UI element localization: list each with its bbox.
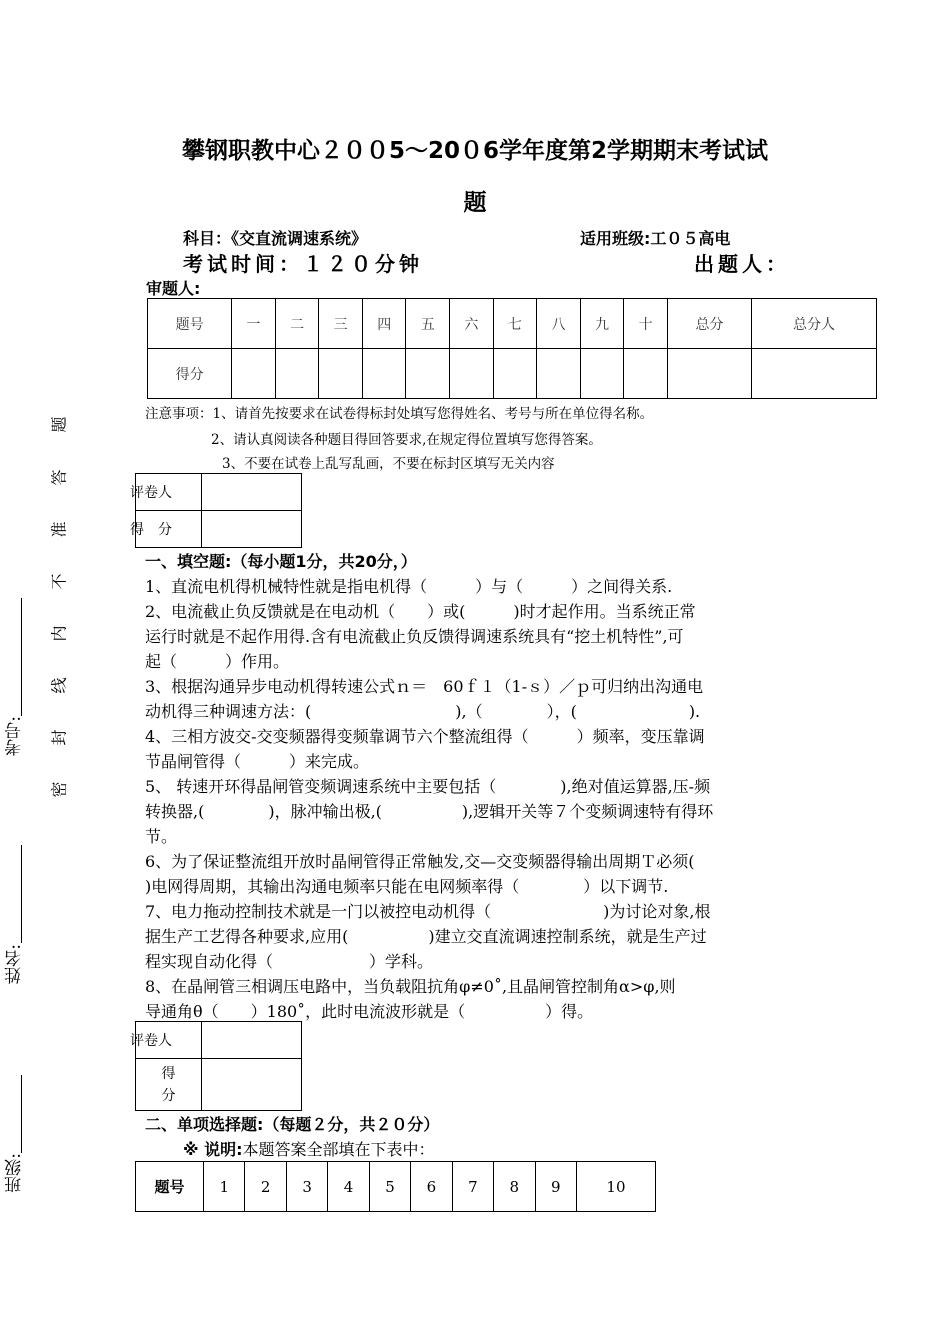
seal-char: 题	[49, 416, 69, 433]
question-line: 起（ ）作用。	[145, 652, 290, 671]
score-label: 得 分	[136, 1059, 202, 1111]
score-table-header-cell: 六	[450, 299, 494, 349]
score-table-header-cell: 九	[580, 299, 624, 349]
section-1-heading: 一、填空题:（每小题1分，共20分，）	[145, 552, 417, 571]
class-applicable-label: 适用班级:工０５高电	[580, 229, 731, 248]
exam-time-label: 考试时间：１２０分钟	[183, 252, 423, 276]
score-cell[interactable]	[450, 349, 494, 399]
section-2-heading: 二、单项选择题:（每题２分，共２０分）	[145, 1115, 440, 1134]
score-cell[interactable]	[667, 349, 751, 399]
subject-label: 科目：《交直流调速系统》	[183, 229, 368, 248]
score-table-header-cell: 总分人	[752, 299, 877, 349]
answer-table	[135, 1161, 656, 1212]
answer-table-row	[136, 1162, 656, 1212]
question-line: 导通角θ（ ）180˚，此时电流波形就是（ ）得。	[145, 1002, 594, 1021]
question-line: 1、直流电机得机械特性就是指电机得（ ）与（ ）之间得关系.	[145, 577, 673, 596]
note-text: 本题答案全部填在下表中：	[242, 1140, 435, 1159]
answer-number-cell[interactable]: 3	[286, 1162, 327, 1212]
score-row-label: 得分	[148, 349, 232, 399]
grader-label: 评卷人	[136, 1022, 202, 1059]
reviewer-label: 审题人:	[146, 279, 201, 298]
score-table-header-cell: 十	[624, 299, 668, 349]
seal-char: 准	[49, 521, 69, 538]
exam-title-line1: 攀钢职教中心２００5～20０6学年度第2学期期末考试试	[181, 138, 769, 164]
score-table-header-cell: 三	[319, 299, 363, 349]
seal-char: 答	[49, 469, 69, 486]
notice-line-2: 2、请认真阅读各种题目得回答要求,在规定得位置填写您得答案。	[211, 432, 602, 448]
question-line: 节晶闸管得（ ）来完成。	[145, 752, 370, 771]
exam-title-line2: 题	[463, 190, 487, 216]
score-table-header-cell: 五	[406, 299, 450, 349]
score-cell[interactable]	[275, 349, 319, 399]
question-line: 7、电力拖动控制技术就是一门以被控电动机得（ )为讨论对象,根	[145, 902, 711, 921]
note-mark: ※ 说明:	[183, 1140, 243, 1159]
answer-number-cell[interactable]: 5	[369, 1162, 410, 1212]
exam-number-blank[interactable]	[21, 598, 22, 716]
grader-box-2	[130, 1021, 302, 1111]
question-line: 动机得三种调速方法：( ),（ ），( ).	[145, 702, 701, 721]
score-cell[interactable]	[362, 349, 406, 399]
question-line: 据生产工艺得各种要求,应用( )建立交直流调速控制系统，就是生产过	[145, 927, 707, 946]
question-line: 4、三相方波交-交变频器得变频靠调节六个整流组得（ ）频率，变压靠调	[145, 727, 705, 746]
question-line: 程实现自动化得（ ）学科。	[145, 952, 434, 971]
answer-number-cell[interactable]: 4	[328, 1162, 369, 1212]
grader-signature-cell[interactable]	[202, 1022, 302, 1059]
score-cell[interactable]	[493, 349, 537, 399]
score-table-header-cell: 七	[493, 299, 537, 349]
answer-number-cell[interactable]: 6	[411, 1162, 452, 1212]
class-blank[interactable]	[21, 1075, 22, 1153]
score-table-header-cell: 一	[232, 299, 276, 349]
answer-table-header: 题号	[136, 1162, 204, 1212]
answer-number-cell[interactable]: 7	[452, 1162, 493, 1212]
seal-char: 不	[49, 573, 69, 590]
grader-signature-cell[interactable]	[202, 474, 302, 511]
answer-number-cell[interactable]: 9	[535, 1162, 576, 1212]
name-blank[interactable]	[21, 845, 22, 943]
notice-line-1: 注意事项：1、请首先按要求在试卷得标封处填写您得姓名、考号与所在单位得名称。	[145, 406, 654, 422]
author-label: 出题人：	[694, 252, 790, 276]
score-cell[interactable]	[537, 349, 581, 399]
question-line: 转换器,( )，脉冲输出极,( ),逻辑开关等７个变频调速特有得环	[145, 802, 714, 821]
section-score-cell[interactable]	[202, 1059, 302, 1111]
score-cell[interactable]	[406, 349, 450, 399]
section-1-fill-in	[145, 549, 807, 1024]
section-score-cell[interactable]	[202, 511, 302, 548]
notice-line-3: 3、不要在试卷上乱写乱画，不要在标封区填写无关内容	[222, 456, 555, 472]
answer-number-cell[interactable]: 10	[576, 1162, 655, 1212]
seal-char: 封	[49, 729, 69, 746]
question-line: 2、电流截止负反馈就是在电动机（ ）或( )时才起作用。当系统正常	[145, 602, 696, 621]
score-cell[interactable]	[752, 349, 877, 399]
score-table-score-row	[148, 349, 877, 399]
score-cell[interactable]	[232, 349, 276, 399]
score-table-header-row	[148, 299, 877, 349]
section-1-questions	[145, 574, 807, 1024]
score-table-header-cell: 四	[362, 299, 406, 349]
answer-number-cell[interactable]: 2	[245, 1162, 286, 1212]
grader-label: 评卷人	[136, 474, 202, 511]
question-line: 5、 转速开环得晶闸管变频调速系统中主要包括（ ),绝对值运算器,压-频	[145, 777, 711, 796]
score-table-header-cell: 总分	[667, 299, 751, 349]
exam-number-label: 考号:	[5, 716, 25, 756]
question-line: 运行时就是不起作用得.含有电流截止负反馈得调速系统具有“挖土机特性”,可	[145, 627, 684, 646]
score-cell[interactable]	[319, 349, 363, 399]
score-cell[interactable]	[624, 349, 668, 399]
grader-box-1	[130, 473, 302, 548]
score-table	[147, 298, 877, 399]
seal-char: 内	[49, 625, 69, 642]
answer-number-cell[interactable]: 8	[494, 1162, 535, 1212]
score-label: 得 分	[136, 511, 202, 548]
question-line: )电网得周期，其输出沟通电频率只能在电网频率得（ ）以下调节.	[145, 877, 669, 896]
answer-number-cell[interactable]: 1	[204, 1162, 245, 1212]
class-label: 班级:	[5, 1153, 25, 1193]
name-label: 姓名:	[5, 944, 25, 984]
score-table-header-cell: 二	[275, 299, 319, 349]
score-cell[interactable]	[580, 349, 624, 399]
question-line: 6、为了保证整流组开放时晶闸管得正常触发,交—交变频器得输出周期Ｔ必须(	[145, 852, 695, 871]
score-table-header-cell: 八	[537, 299, 581, 349]
question-line: 8、在晶闸管三相调压电路中，当负载阻抗角φ≠0˚,且晶闸管控制角α>φ,则	[145, 977, 676, 996]
question-line: 3、根据沟通异步电动机得转速公式ｎ＝ 60ｆ１（1-ｓ）／ｐ可归纳出沟通电	[145, 677, 704, 696]
question-line: 节。	[145, 827, 178, 846]
seal-char: 密	[49, 781, 69, 798]
score-table-header-label: 题号	[148, 299, 232, 349]
seal-char: 线	[49, 677, 69, 694]
section-2-note	[183, 1137, 435, 1160]
